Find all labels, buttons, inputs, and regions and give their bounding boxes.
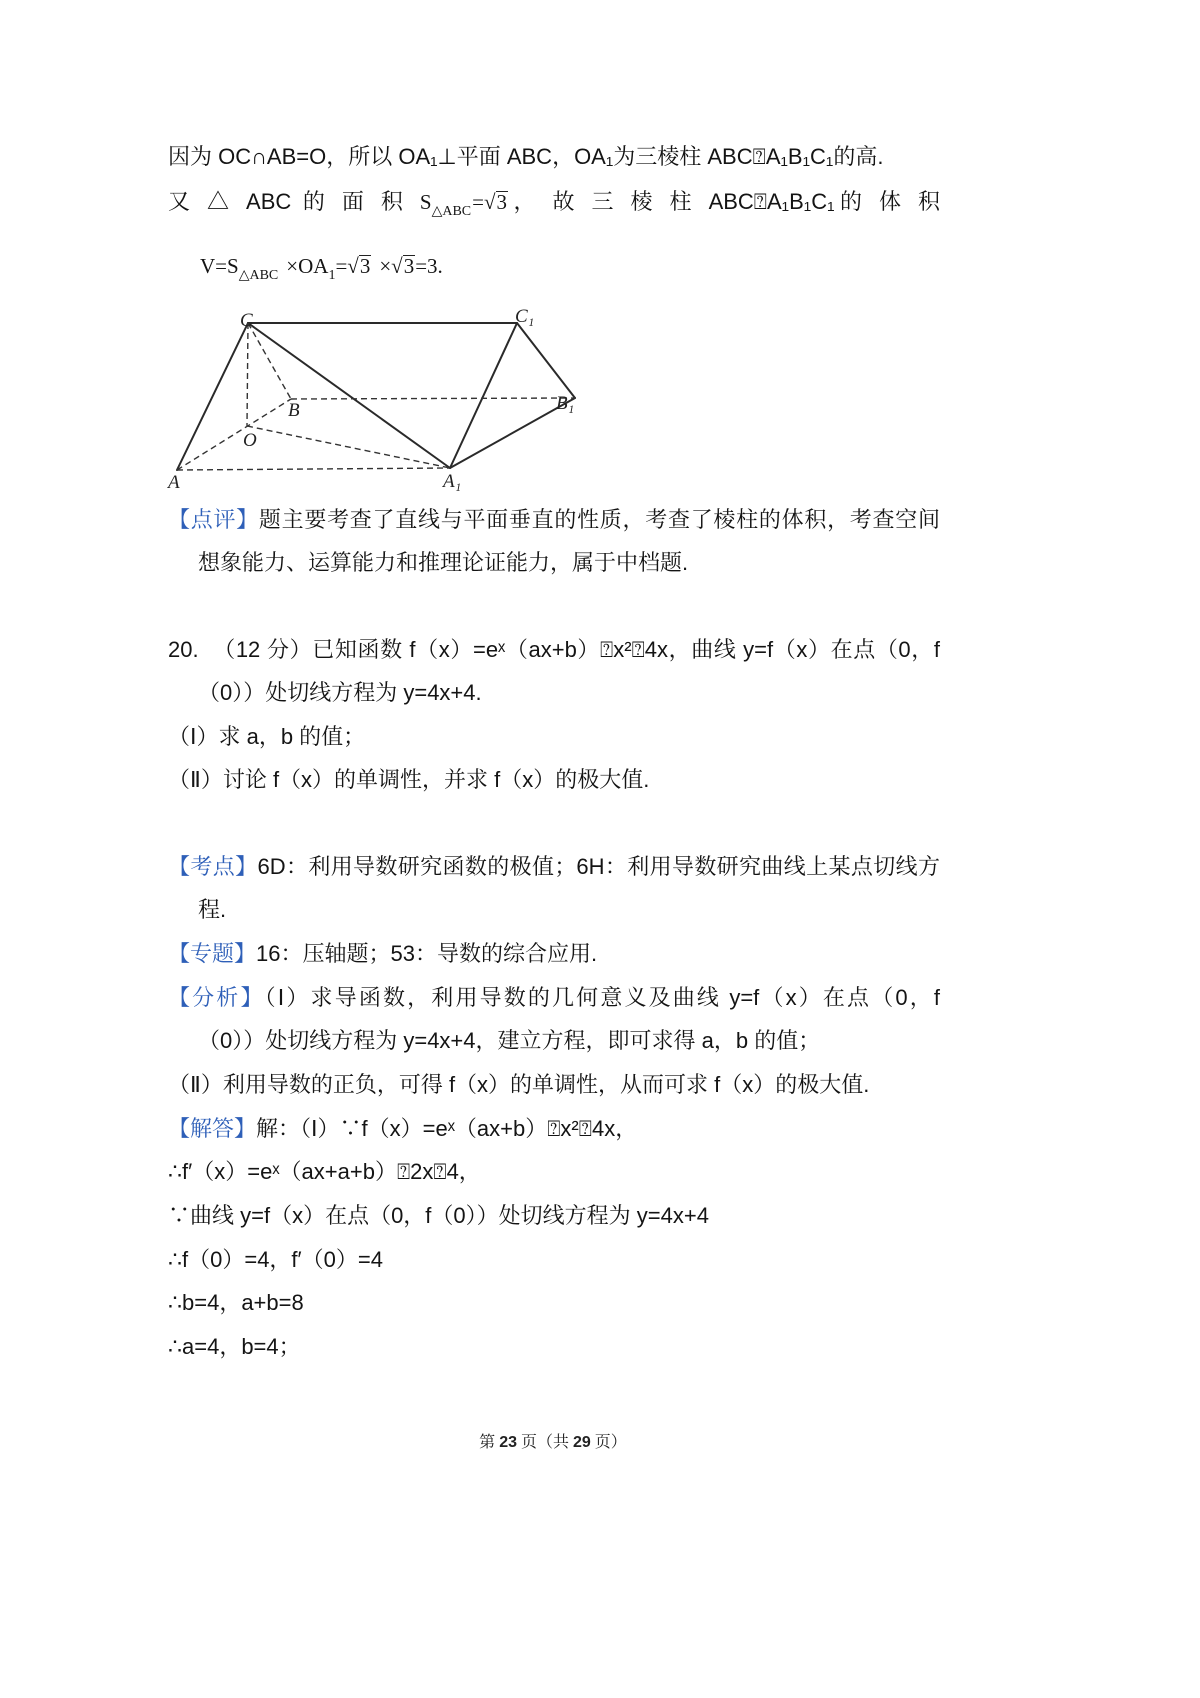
- area-formula: [420, 187, 508, 221]
- label-B: B: [288, 400, 300, 421]
- comment-line-2: 想象能力、运算能力和推理论证能力，属于中档题.: [198, 550, 689, 575]
- jieda-line-1: [168, 1114, 637, 1144]
- problem-part-2: （Ⅱ）讨论 f（x）的单调性，并求 f（x）的极大值.: [168, 767, 650, 792]
- kaodian-line-2: 程.: [198, 897, 227, 922]
- fenxi-text-1: （Ⅰ）求导函数，利用导数的几何意义及曲线 y=f（x）在点（0，f: [264, 985, 940, 1010]
- problem-part-1: （Ⅰ）求 a，b 的值；: [168, 724, 366, 749]
- footer-suffix: 页）: [590, 1434, 627, 1451]
- zhuanti-line: [168, 939, 597, 969]
- page-footer: [0, 1433, 1106, 1453]
- jieda-step: ∴a=4，b=4；: [168, 1334, 301, 1359]
- volume-formula-radicand-2: 3: [403, 254, 415, 278]
- edge-C1-B1: [517, 323, 575, 398]
- intro-line-2: [168, 187, 940, 221]
- footer-total-pages: 29: [573, 1434, 591, 1451]
- area-formula-lhs: S: [419, 190, 432, 214]
- prism-figure: [160, 295, 600, 495]
- volume-formula-times-2: ×√: [379, 254, 403, 278]
- problem-line-2: （0））处切线方程为 y=4x+4.: [198, 680, 482, 705]
- jieda-step: ∴f′（x）=eˣ（ax+a+b）⍰2x⍰4，: [168, 1159, 481, 1184]
- edge-A-A1-hidden: [177, 468, 450, 470]
- volume-formula-sub-1: △ABC: [238, 268, 279, 283]
- jieda-step: ∴f（0）=4，f′（0）=4: [168, 1247, 383, 1272]
- edge-C-A1: [248, 323, 450, 468]
- label-O: O: [243, 430, 257, 451]
- area-formula-eq: =√: [472, 190, 496, 214]
- volume-formula-result: =3.: [415, 254, 443, 278]
- intro-line-2-after: ， 故 三 棱 柱 ABC⍰A₁B₁C₁的 体 积: [508, 189, 940, 214]
- intro-line-2-before: 又 △ ABC 的 面 积: [168, 189, 409, 214]
- label-B1: B₁: [556, 393, 575, 414]
- footer-prefix: 第: [479, 1434, 500, 1451]
- area-formula-radicand: 3: [496, 190, 508, 214]
- problem-number: 20.: [168, 637, 199, 662]
- kaodian-line-1: [168, 852, 940, 882]
- label-C1: C₁: [515, 306, 535, 327]
- area-formula-subscript: △ABC: [431, 204, 472, 219]
- jieda-step: ∴b=4，a+b=8: [168, 1290, 304, 1315]
- volume-formula: [200, 251, 443, 285]
- volume-formula-lhs: V=S: [200, 254, 239, 278]
- jieda-tag: 【解答】: [168, 1116, 257, 1141]
- comment-tag: 【点评】: [168, 507, 259, 532]
- zhuanti-text: 16：压轴题；53：导数的综合应用.: [256, 941, 598, 966]
- fenxi-tag: 【分析】: [168, 985, 265, 1010]
- edge-C1-A1: [450, 323, 517, 468]
- segment-C-O-hidden: [247, 323, 248, 426]
- volume-formula-radicand-1: 3: [359, 254, 371, 278]
- jieda-text-1: 解：（Ⅰ）∵f（x）=eˣ（ax+b）⍰x²⍰4x，: [256, 1116, 638, 1141]
- zhuanti-tag: 【专题】: [168, 941, 257, 966]
- problem-line-1: [168, 635, 940, 665]
- fenxi-line-2: （0））处切线方程为 y=4x+4，建立方程，即可求得 a，b 的值；: [198, 1028, 821, 1053]
- jieda-step: ∵曲线 y=f（x）在点（0，f（0））处切线方程为 y=4x+4: [168, 1203, 709, 1228]
- fenxi-line-1: [168, 983, 940, 1013]
- fenxi-line-3: （Ⅱ）利用导数的正负，可得 f（x）的单调性，从而可求 f（x）的极大值.: [168, 1072, 870, 1097]
- kaodian-tag: 【考点】: [168, 854, 258, 879]
- comment-line-1: [168, 505, 940, 535]
- comment-text-1: 题主要考查了直线与平面垂直的性质，考查了棱柱的体积，考查空间: [258, 507, 940, 532]
- kaodian-text-1: 6D：利用导数研究函数的极值；6H：利用导数研究曲线上某点切线方: [257, 854, 940, 879]
- volume-formula-eq: =√: [335, 254, 359, 278]
- intro-line-1: 因为 OC∩AB=O，所以 OA₁⊥平面 ABC，OA₁为三棱柱 ABC⍰A₁B₁C₁的高.: [168, 144, 884, 169]
- label-C: C: [240, 310, 253, 331]
- problem-text-1: （12 分）已知函数 f（x）=eˣ（ax+b）⍰x²⍰4x，曲线 y=f（x）在点（0，f: [212, 637, 940, 662]
- footer-mid: 页（共: [516, 1434, 573, 1451]
- footer-page-number: 23: [499, 1434, 517, 1451]
- label-A: A: [168, 472, 180, 493]
- edge-C-B-hidden: [248, 323, 291, 399]
- edge-B-B1-hidden: [291, 398, 575, 399]
- volume-formula-times-1: ×OA: [286, 254, 329, 278]
- volume-formula-sub-2: 1: [328, 268, 336, 283]
- label-A1: A₁: [443, 471, 462, 492]
